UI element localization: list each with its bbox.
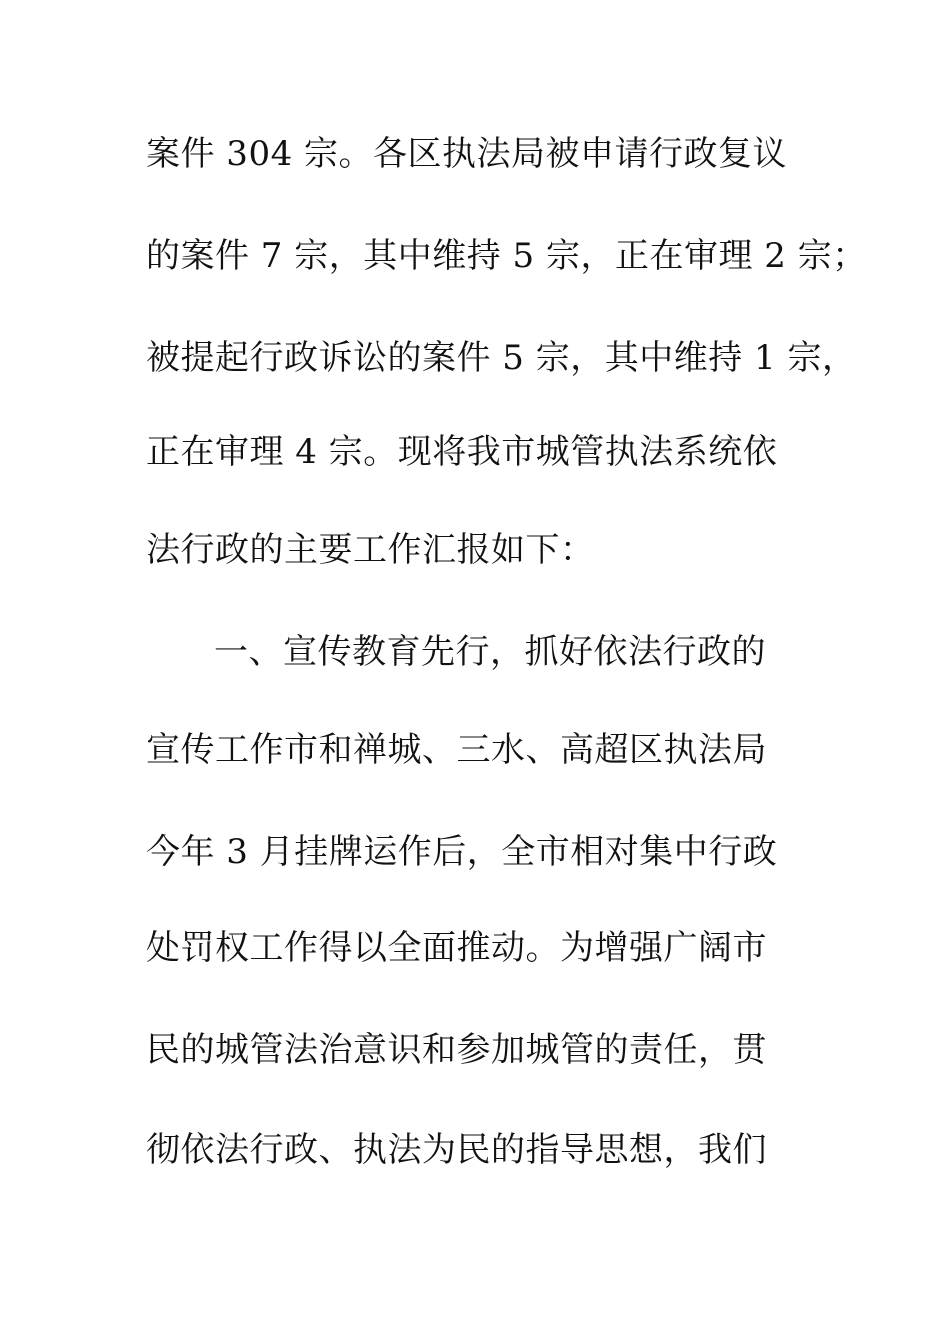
text-line-11: 彻依法行政、执法为民的指导思想，我们 xyxy=(146,1130,767,1170)
text-line-9: 处罚权工作得以全面推动。为增强广阔市 xyxy=(146,928,767,968)
text-line-10: 民的城管法治意识和参加城管的责任，贯 xyxy=(146,1030,767,1070)
text-line-3: 被提起行政诉讼的案件 5 宗，其中维持 1 宗， xyxy=(146,338,857,378)
section-heading-line: 一、宣传教育先行，抓好依法行政的 xyxy=(214,632,766,672)
text-line-2: 的案件 7 宗，其中维持 5 宗，正在审理 2 宗； xyxy=(146,236,867,276)
text-line-5: 法行政的主要工作汇报如下： xyxy=(146,530,595,570)
text-line-1: 案件 304 宗。各区执法局被申请行政复议 xyxy=(146,134,788,174)
text-line-8: 今年 3 月挂牌运作后，全市相对集中行政 xyxy=(146,832,778,872)
text-line-7: 宣传工作市和禅城、三水、高超区执法局 xyxy=(146,730,767,770)
text-line-4: 正在审理 4 宗。现将我市城管执法系统依 xyxy=(146,432,778,472)
